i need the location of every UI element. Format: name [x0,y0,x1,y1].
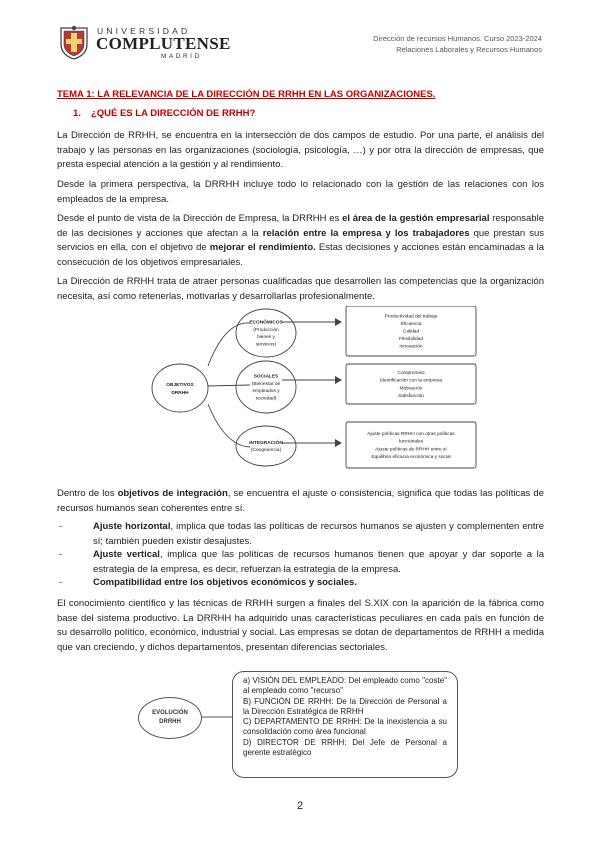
diagram-node-subtitle: (Producción [253,327,279,333]
bullet-bold: Compatibilidad entre los objetivos económicos y sociales. [93,577,357,588]
diagram-box-item: Identificación con la empresa [379,378,443,384]
evolution-oval [138,697,202,739]
logo-line-3: MADRID [161,53,202,60]
diagram-box-item: Ajuste políticas RRHH con otras políticas [367,432,455,438]
section-title [73,108,255,119]
diagram-box-item: Calidad [402,329,420,335]
paragraph-3-bold: mejorar el rendimiento. [209,242,316,253]
bullet-bold: Ajuste vertical [93,549,160,560]
diagram-box [346,422,476,468]
paragraph-4: La Dirección de RRHH trata de atraer personas cualificadas que desarrollen las competencias que la organización necesita, así como retenerlas, motivarlas y desarrollarlas profesionalmente. [57,276,544,302]
diagram-node-subtitle: empleados y [252,389,280,395]
objectives-diagram [150,306,480,474]
paragraph-3 [57,212,544,270]
diagram-box-item: funcionales [398,439,424,445]
logo-line-2: COMPLUTENSE [96,34,231,53]
diagram-node-subtitle: (Congruencia) [250,448,282,454]
diagram-node-subtitle: (Bienestar de [251,381,281,387]
evolution-item: B) FUNCIÓN DE RRHH: De la Dirección de Personal a la Dirección Estratégica de RRHH [243,696,447,716]
paragraph-3-text: responsable de las decisiones y acciones que afectan a la [57,213,544,239]
section-number: 1. [73,108,81,119]
bullet-bold: Ajuste horizontal [93,521,171,532]
paragraph-3-bold: el área de la gestión empresarial [342,213,490,224]
section-title-text: ¿QUÉ ES LA DIRECCIÓN DE RRHH? [90,108,256,119]
diagram-box-item: Flexibilidad [399,337,423,343]
diagram-box-item: Eficiencia [400,321,422,327]
evolution-item: C) DEPARTAMENTO DE RRHH: De la inexistencia a su consolidación como área funcional [243,717,447,737]
evolution-item: D) DIRECTOR DE RRHH: Del Jefe de Personal a gerente estratégico [243,737,447,758]
paragraph-3-bold: relación entre la empresa y los trabajadores [262,227,470,239]
university-crest-icon [57,24,91,60]
diagram-box-item: Equilibrio eficacia económica y social [371,454,451,460]
paragraph-6: El conocimiento científico y las técnicas de RRHH surgen a finales del S.XIX con la aparición de la fábrica como base del sistema productivo. La DRRHH ha adquirido unas características peculiares en cada país en función de su desarrollo político, económico, industrial y social. Las empresas se dotan de departamentos de RRHH a medida que van creciendo, y dichos departamentos, presentan diferencias sectoriales. [57,598,544,653]
evolution-item: a) VISIÓN DEL EMPLEADO: Del empleado como "coste" al empleado como "recurso" [243,676,447,696]
paragraph-3-text: que prestan sus servicios en ella, con el objetivo de [57,227,544,253]
university-logo [57,24,231,64]
diagram-node-title: ECONÓMICOS [249,320,283,326]
diagram-center-label: OBJETIVOS [166,383,194,388]
paragraph-5-bold: objetivos de integración [117,488,228,499]
bullet-text: , implica que todas las políticas de recursos humanos se ajusten y complementen entre sí; también pueden existir desajustes. [93,521,544,547]
diagram-box-item: Productividad del trabajo [384,314,438,320]
paragraph-3-text: Estas decisiones y acciones están encaminadas a la consecución de los objetivos empresariales. [57,242,545,268]
diagram-node-title: SOCIALES [253,374,279,380]
evolution-connector [200,712,234,722]
diagram-center-oval [152,364,208,412]
diagram-node-oval [236,309,296,357]
diagram-node-subtitle: bienes y [257,335,275,341]
diagram-box-item: Ajuste políticas de RRHH entre sí [375,447,447,453]
diagram-box-item: Compromiso [397,371,425,377]
topic-title: TEMA 1: LA RELEVANCIA DE LA DIRECCIÓN DE RRHH EN LAS ORGANIZACIONES. [57,89,436,100]
paragraph-1: La Dirección de RRHH, se encuentra en la intersección de dos campos de estudio. Por una parte, el análisis del trabajo y las personas en las organizaciones (sociología, psicología, …) y por otra la dirección de empresas, que presta especial atención a la gestión y al rendimiento. [57,130,544,170]
paragraph-5 [57,487,544,516]
diagram-box-item: Motivación [399,386,423,392]
diagram-node-subtitle: sociedad) [255,396,277,402]
header-course-info [373,33,542,55]
list-item: - Ajuste horizontal, implica que todas las políticas de recursos humanos se ajusten y complementen entre sí; también pueden existir desajustes. [59,521,544,547]
header-degree-line: Relaciones Laborales y Recursos Humanos [396,45,542,54]
paragraph-5-text: Dentro de los [57,488,118,499]
evolution-box [232,671,458,778]
logo-line-1: UNIVERSIDAD [97,26,191,36]
paragraph-3-text: Desde el punto de vista de la Dirección de Empresa, la DRRHH es [57,213,343,224]
paragraph-2: Desde la primera perspectiva, la DRRHH incluye todo lo relacionado con la gestión de las relaciones con los empleados de la empresa. [57,179,544,205]
list-item: - Ajuste vertical, implica que las políticas de recursos humanos tienen que apoyar y dar soporte a la estrategia de la empresa, es decir, refuerzan la estrategia de la empresa. [59,549,544,575]
header-course-line: Dirección de recursos Humanos. Curso 2023-2024 [373,34,542,43]
diagram-center-label: DRRHH [171,391,189,396]
paragraph-5-text: , se encuentra el ajuste o consistencia, significa que todas las políticas de recursos humanos sean coherentes entre sí. [57,488,544,514]
diagram-node-title: INTEGRACIÓN [249,440,283,446]
list-item: - Compatibilidad entre los objetivos económicos y sociales. [59,577,357,588]
evolution-oval-line-1: EVOLUCIÓN [152,710,188,716]
diagram-node-oval [236,361,296,413]
page-number: 2 [296,800,304,812]
diagram-box-item: Satisfacción [398,393,424,399]
evolution-oval-line-2: DRRHH [159,719,181,725]
bullet-text: , implica que las políticas de recursos humanos tienen que apoyar y dar soporte a la estrategia de la empresa, es decir, refuerzan la estrategia de la empresa. [93,549,544,575]
diagram-box-item: Innovación [399,344,423,350]
diagram-node-subtitle: servicios) [255,342,277,348]
